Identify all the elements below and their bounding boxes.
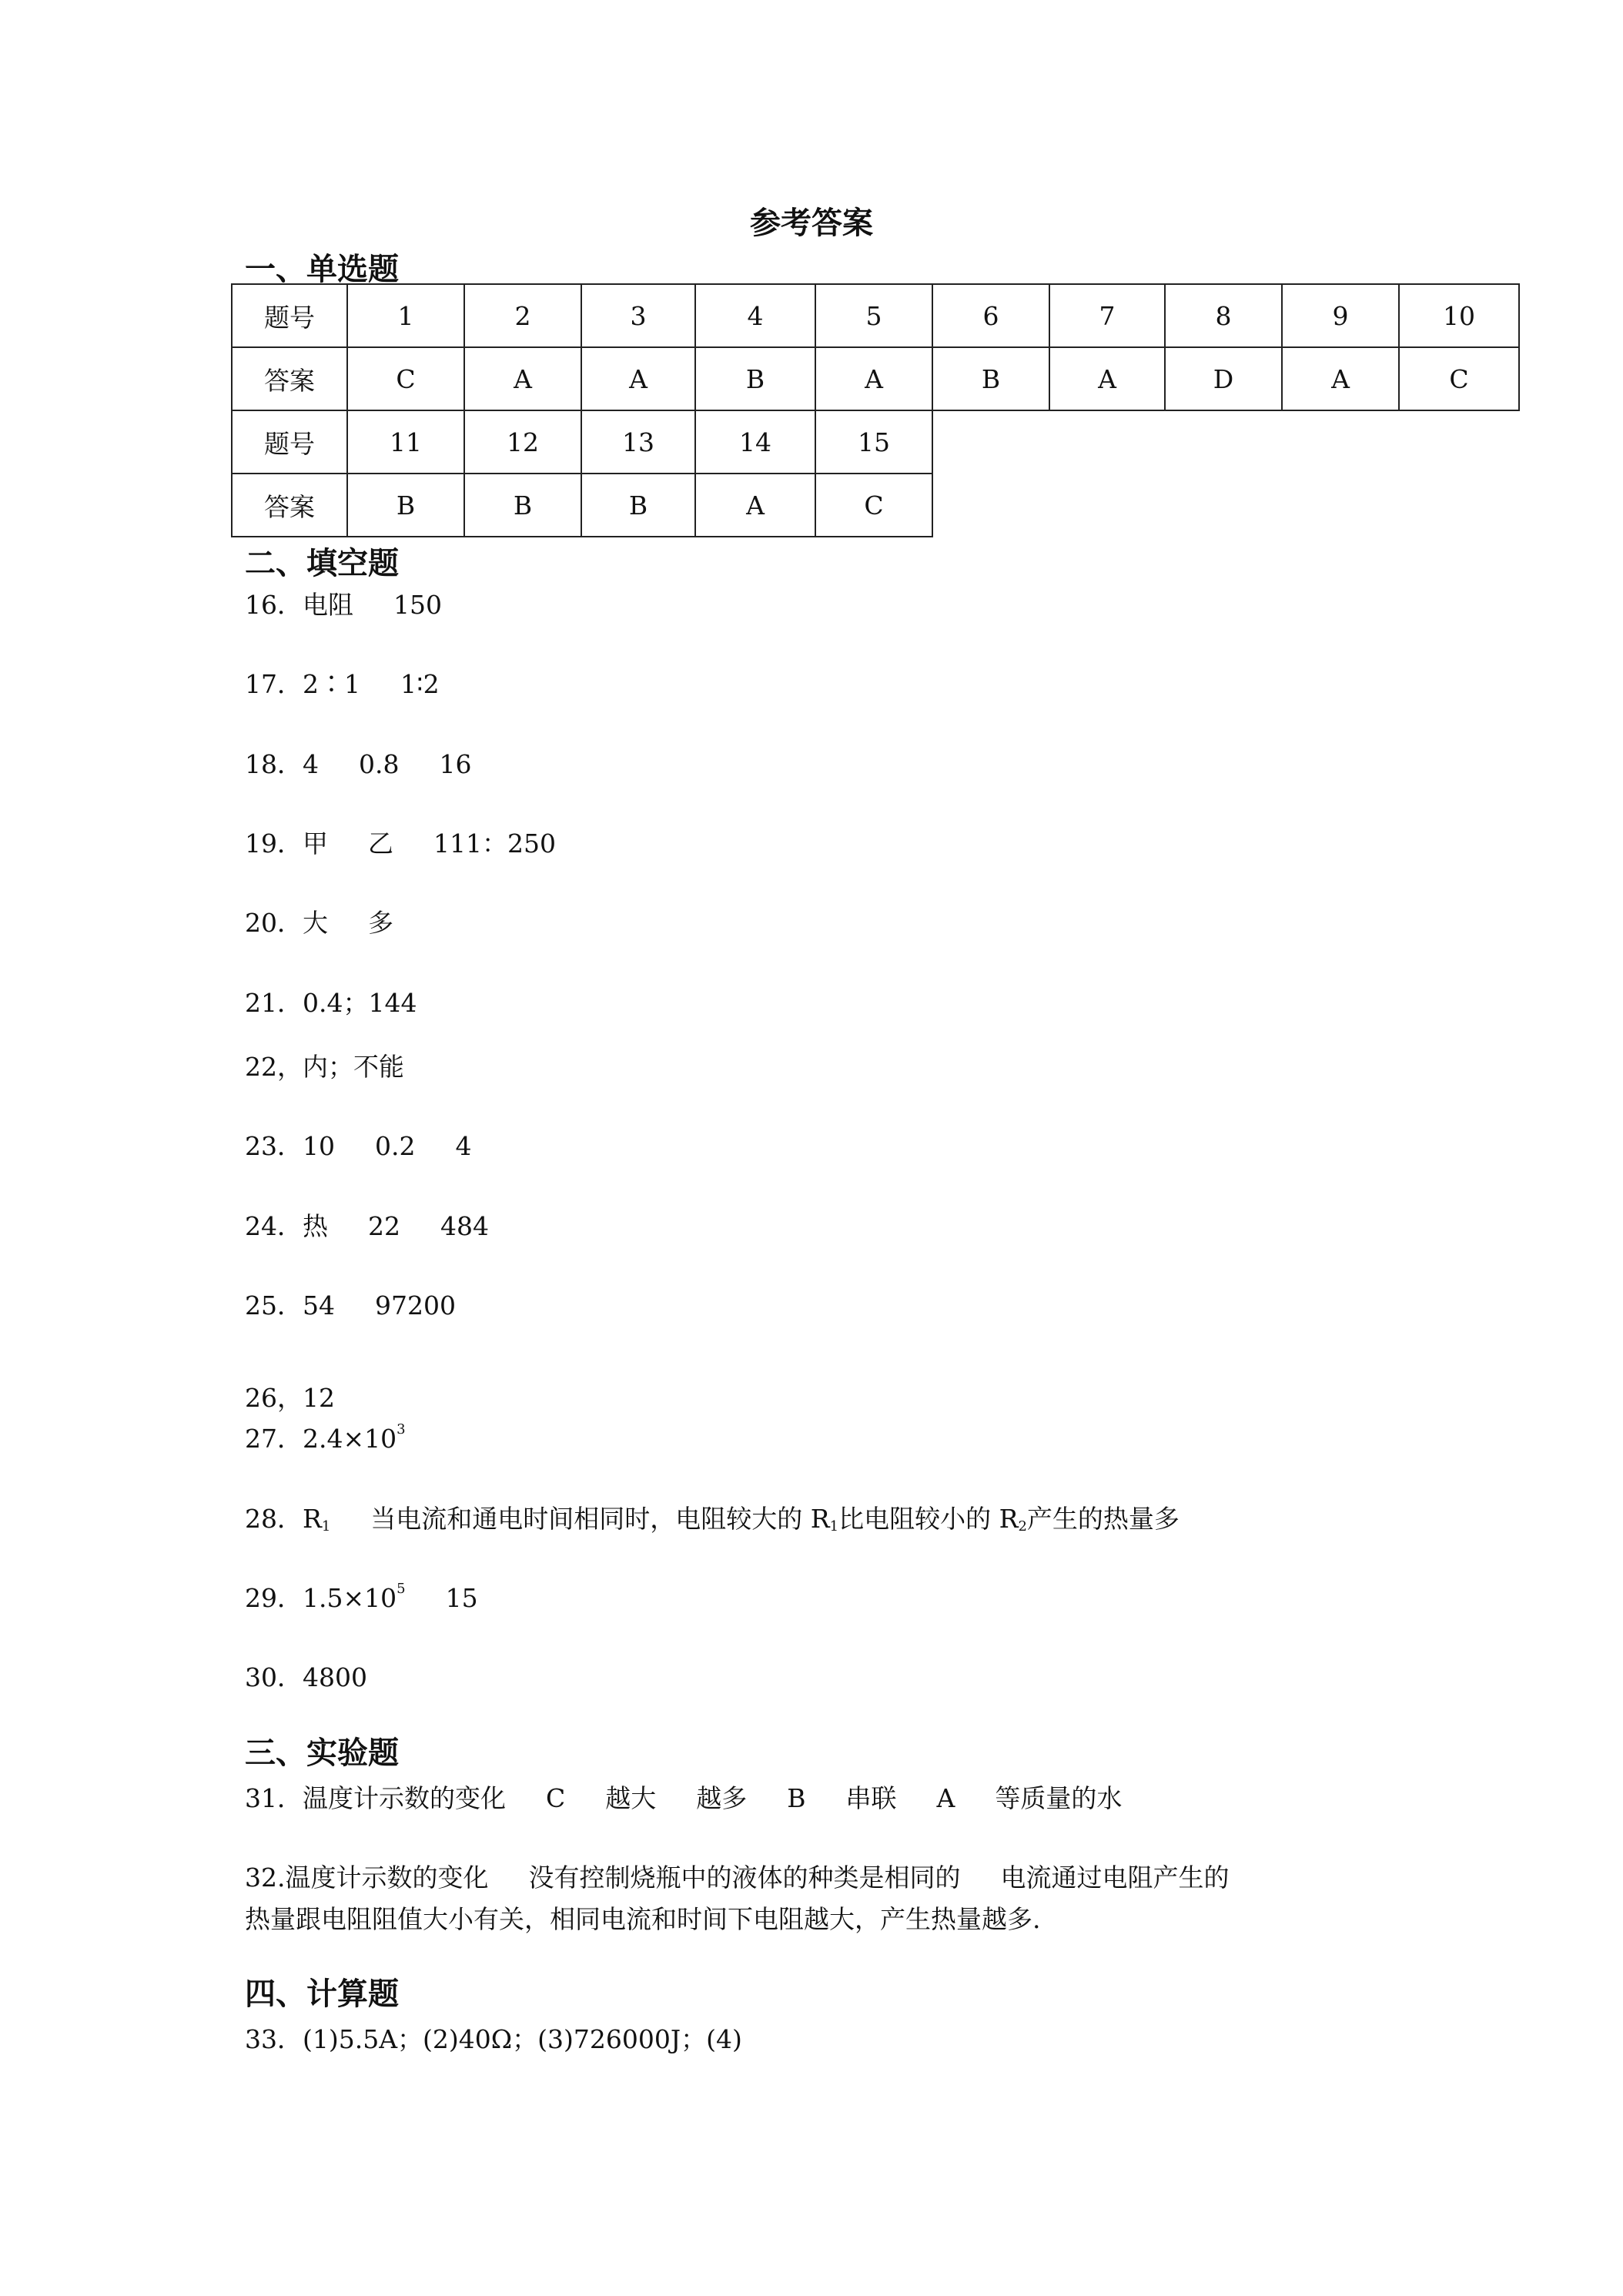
answer-text: 111：250	[433, 828, 556, 858]
answer-text: 24．热	[245, 1211, 328, 1241]
answer-text: 150	[393, 590, 442, 620]
table-cell: A	[581, 347, 695, 410]
answer-text: 等质量的水	[995, 1783, 1123, 1813]
answer-text: 97200	[374, 1290, 456, 1320]
superscript: 5	[397, 1581, 406, 1597]
section-heading-calculation: 四、计算题	[245, 1976, 399, 2012]
table-cell: 5	[815, 284, 932, 347]
table-row	[232, 284, 1519, 347]
answer-line-23	[245, 1126, 471, 1163]
answer-text: 1∶2	[400, 669, 440, 699]
answer-line-26: 26，12	[245, 1383, 335, 1413]
answer-text: 串联	[845, 1783, 897, 1813]
empty-cell	[1165, 410, 1282, 474]
answer-text: 电流通过电阻产生的	[1000, 1863, 1230, 1893]
answer-text: 多	[368, 908, 393, 938]
table-cell: C	[815, 474, 932, 537]
answer-line-21: 21．0.4；144	[245, 988, 417, 1018]
answer-text: 32.温度计示数的变化	[245, 1863, 489, 1893]
table-cell: 2	[464, 284, 581, 347]
answer-line-19	[245, 824, 556, 860]
table-cell: 9	[1282, 284, 1399, 347]
table-cell: D	[1165, 347, 1282, 410]
empty-cell	[1165, 474, 1282, 537]
table-cell: 3	[581, 284, 695, 347]
table-cell: 12	[464, 410, 581, 474]
table-cell: 6	[932, 284, 1049, 347]
section-heading-fill-blank: 二、填空题	[245, 546, 399, 581]
answer-text: 越多	[696, 1783, 748, 1813]
section-heading-experiment: 三、实验题	[245, 1735, 399, 1771]
empty-cell	[1049, 474, 1165, 537]
table-cell: 14	[695, 410, 815, 474]
answer-line-32-cont: 热量跟电阻阻值大小有关，相同电流和时间下电阻越大，产生热量越多.	[245, 1904, 1041, 1934]
table-cell: 4	[695, 284, 815, 347]
answer-text: B	[787, 1783, 806, 1813]
answer-line-31	[245, 1779, 1122, 1815]
table-cell: A	[695, 474, 815, 537]
table-cell: A	[464, 347, 581, 410]
answer-line-20	[245, 903, 393, 939]
empty-cell	[932, 410, 1049, 474]
answer-text: 比电阻较小的 R	[838, 1504, 1019, 1534]
table-cell: 8	[1165, 284, 1282, 347]
answer-text: 17．2∶1	[245, 669, 360, 699]
answer-text: 0.8	[359, 749, 400, 779]
empty-cell	[1399, 474, 1519, 537]
answer-line-24	[245, 1207, 489, 1243]
answer-line-17	[245, 664, 440, 701]
answer-text: 28．R	[245, 1504, 322, 1534]
table-cell: 13	[581, 410, 695, 474]
answer-text: 20．大	[245, 908, 328, 938]
answer-line-27	[245, 1419, 406, 1455]
answer-text: 乙	[368, 828, 393, 858]
table-cell: B	[695, 347, 815, 410]
table-row	[232, 347, 1519, 410]
answer-line-16	[245, 585, 442, 621]
answer-text: 23．10	[245, 1131, 335, 1161]
table-cell: 15	[815, 410, 932, 474]
empty-cell	[932, 474, 1049, 537]
empty-cell	[1399, 410, 1519, 474]
table-cell: B	[932, 347, 1049, 410]
table-cell: 题号	[232, 284, 347, 347]
table-cell: 答案	[232, 474, 347, 537]
answer-text: 25．54	[245, 1290, 335, 1320]
table-row	[232, 474, 1519, 537]
answer-text: 16	[439, 749, 472, 779]
subscript: 2	[1018, 1518, 1027, 1535]
empty-cell	[1282, 474, 1399, 537]
table-cell: A	[815, 347, 932, 410]
table-cell: 1	[347, 284, 464, 347]
page-title: 参考答案	[750, 206, 873, 241]
section-heading-single-choice: 一、单选题	[245, 252, 399, 287]
superscript: 3	[397, 1421, 406, 1438]
table-cell: 7	[1049, 284, 1165, 347]
table-cell: A	[1049, 347, 1165, 410]
answer-text: 产生的热量多	[1026, 1504, 1180, 1534]
answer-text: 484	[440, 1211, 489, 1241]
answer-line-28	[245, 1499, 1180, 1535]
answer-text: C	[546, 1783, 566, 1813]
table-cell: C	[1399, 347, 1519, 410]
answer-text: 4	[455, 1131, 472, 1161]
subscript: 1	[321, 1518, 331, 1535]
answer-line-33: 33．(1)5.5A；(2)40Ω；(3)726000J；(4)	[245, 2024, 742, 2054]
answer-text: 当电流和通电时间相同时，电阻较大的 R	[370, 1504, 830, 1534]
table-cell: A	[1282, 347, 1399, 410]
answer-text: 越大	[605, 1783, 657, 1813]
answer-line-29	[245, 1578, 478, 1615]
answer-line-18	[245, 745, 471, 781]
empty-cell	[1282, 410, 1399, 474]
subscript: 1	[829, 1518, 839, 1535]
table-cell: B	[581, 474, 695, 537]
answer-text: 19．甲	[245, 828, 328, 858]
table-cell: 10	[1399, 284, 1519, 347]
answer-text: 29．1.5×10	[245, 1583, 397, 1613]
answer-text: 15	[445, 1583, 478, 1613]
answer-line-25	[245, 1286, 456, 1322]
table-cell: B	[347, 474, 464, 537]
answer-text: A	[936, 1783, 955, 1813]
answer-text: 31．温度计示数的变化	[245, 1783, 506, 1813]
answer-text: 没有控制烧瓶中的液体的种类是相同的	[528, 1863, 961, 1893]
answer-line-22: 22，内；不能	[245, 1052, 404, 1082]
answer-table	[231, 283, 1520, 537]
table-row	[232, 410, 1519, 474]
answer-text: 22	[368, 1211, 400, 1241]
table-cell: 11	[347, 410, 464, 474]
answer-line-32	[245, 1858, 1229, 1894]
table-cell: C	[347, 347, 464, 410]
empty-cell	[1049, 410, 1165, 474]
table-cell: 答案	[232, 347, 347, 410]
table-cell: B	[464, 474, 581, 537]
answer-text: 16．电阻	[245, 590, 353, 620]
answer-line-30: 30．4800	[245, 1662, 367, 1692]
answer-text: 18．4	[245, 749, 319, 779]
answer-text: 0.2	[374, 1131, 416, 1161]
table-cell: 题号	[232, 410, 347, 474]
answer-text: 27．2.4×10	[245, 1424, 397, 1454]
